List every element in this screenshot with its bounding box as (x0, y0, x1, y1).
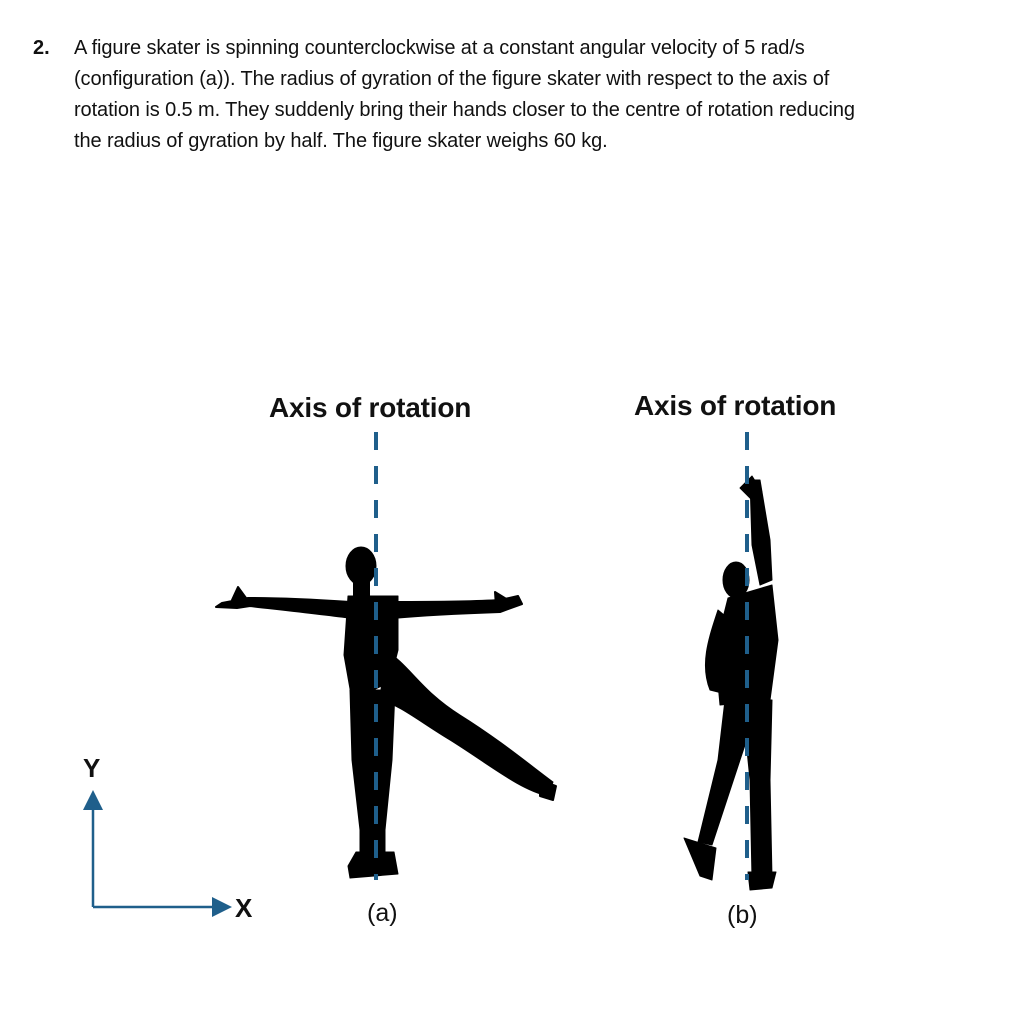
x-axis-label: X (235, 893, 253, 923)
axis-of-rotation-label-b: Axis of rotation (634, 390, 837, 421)
question-number: 2. (33, 37, 50, 59)
caption-a: (a) (367, 899, 398, 927)
skater-b-silhouette (684, 476, 778, 890)
question-line: the radius of gyration by half. The figure skater weighs 60 kg. (74, 130, 608, 152)
y-axis-label: Y (83, 753, 101, 783)
question-line: (configuration (a)). The radius of gyration of the figure skater with respect to the axis of (74, 68, 830, 90)
axis-of-rotation-label-a: Axis of rotation (269, 392, 472, 423)
skater-a-silhouette (216, 547, 556, 878)
question-line: rotation is 0.5 m. They suddenly bring their hands closer to the centre of rotation reducing (74, 99, 855, 121)
caption-b: (b) (727, 901, 758, 929)
question-line: A figure skater is spinning counterclockwise at a constant angular velocity of 5 rad/s (74, 37, 805, 59)
